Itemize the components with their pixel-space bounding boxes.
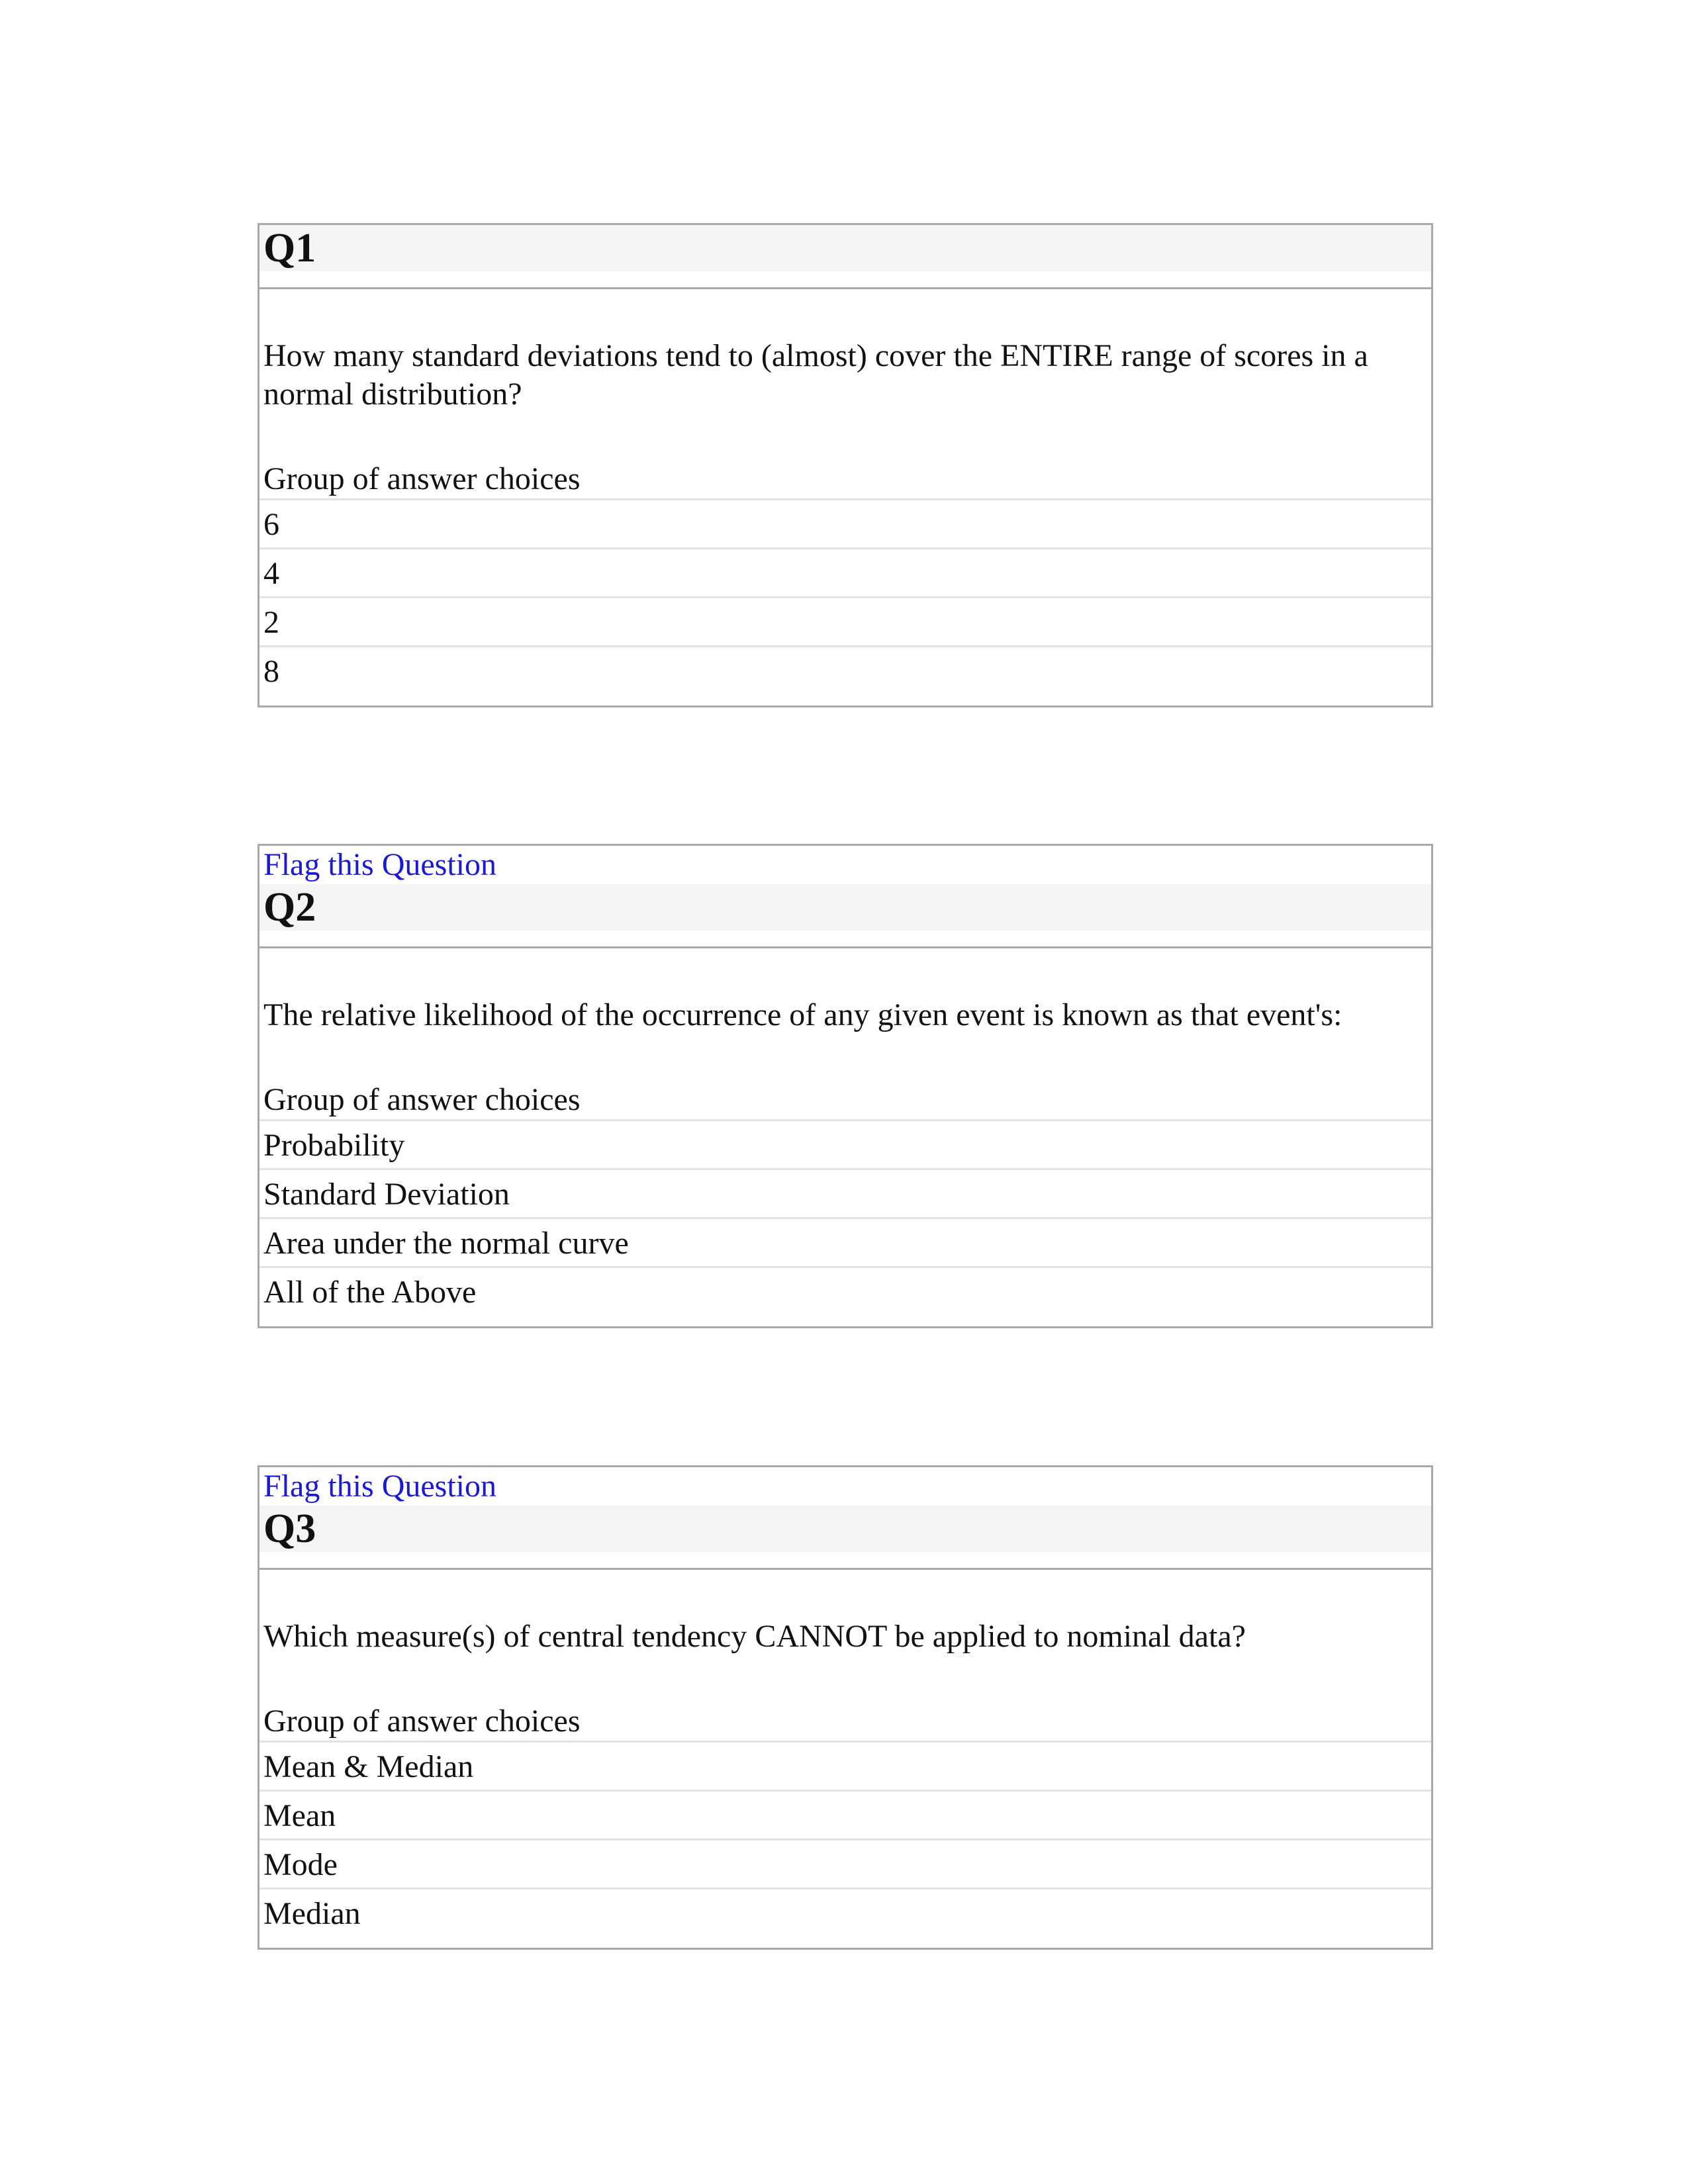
answer-choice[interactable]: Median xyxy=(263,1896,361,1931)
answer-choice[interactable]: 8 xyxy=(263,654,279,689)
question-text: How many standard deviations tend to (almost) cover the ENTIRE range of scores in a normal distribution? xyxy=(263,338,1368,412)
answer-choice[interactable]: Area under the normal curve xyxy=(259,1219,1431,1268)
answer-group-label: Group of answer choices xyxy=(259,1034,1431,1121)
flag-question-link[interactable]: Flag this Question xyxy=(263,847,497,882)
question-card-q3 xyxy=(258,1465,1433,1950)
question-text: Which measure(s) of central tendency CANNOT be applied to nominal data? xyxy=(263,1619,1246,1654)
answer-choice[interactable]: Probability xyxy=(259,1121,1431,1170)
question-number: Q3 xyxy=(259,1506,1431,1552)
header-divider xyxy=(259,271,1431,289)
question-card-q1 xyxy=(258,223,1433,707)
answer-choice[interactable]: 2 xyxy=(259,598,1431,647)
answer-choice[interactable]: Standard Deviation xyxy=(259,1170,1431,1219)
answer-group-label: Group of answer choices xyxy=(259,1656,1431,1743)
question-card-q2 xyxy=(258,844,1433,1328)
answer-group-label: Group of answer choices xyxy=(259,414,1431,500)
answer-choice[interactable]: All of the Above xyxy=(263,1275,477,1310)
answer-choice[interactable]: Mode xyxy=(259,1841,1431,1889)
answer-choice[interactable]: 4 xyxy=(259,549,1431,598)
header-divider xyxy=(259,1552,1431,1570)
answer-choice[interactable]: Mean & Median xyxy=(259,1743,1431,1792)
question-number: Q2 xyxy=(259,884,1431,931)
answer-choices xyxy=(259,500,1431,705)
flag-question-link[interactable]: Flag this Question xyxy=(263,1469,497,1504)
question-number: Q1 xyxy=(259,225,1431,271)
answer-choices xyxy=(259,1121,1431,1326)
answer-choice[interactable]: 6 xyxy=(259,500,1431,549)
answer-choices xyxy=(259,1743,1431,1948)
answer-choice[interactable]: Mean xyxy=(259,1792,1431,1841)
question-text: The relative likelihood of the occurrence of any given event is known as that event's: xyxy=(263,997,1342,1032)
header-divider xyxy=(259,931,1431,948)
